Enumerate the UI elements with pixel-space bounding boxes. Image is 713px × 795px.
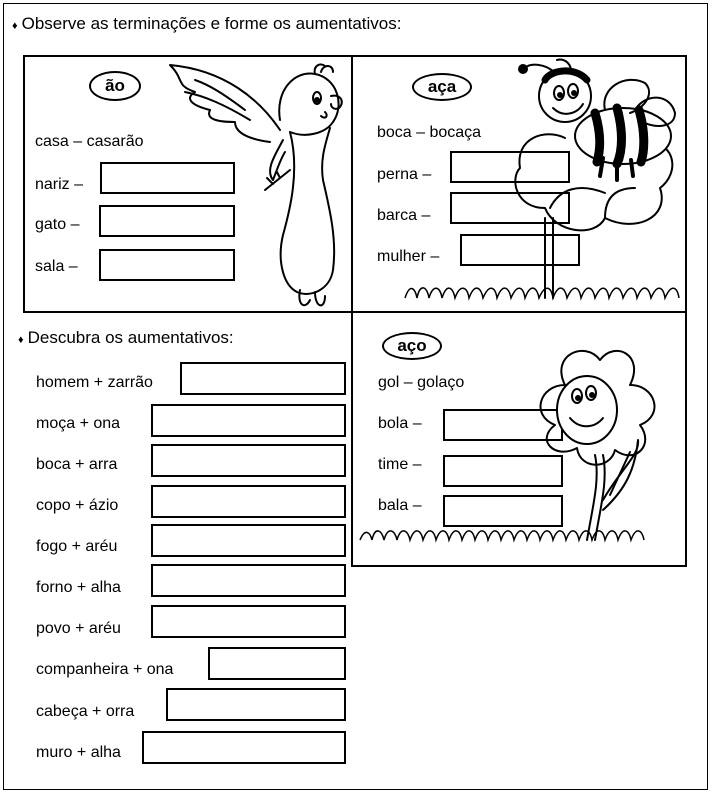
discover-label-moca: moça + ona <box>36 415 121 432</box>
discover-answer-companheira[interactable] <box>208 647 346 680</box>
ending-badge-ao: ão <box>89 71 141 101</box>
item-label-sala: sala – <box>35 258 78 275</box>
instruction-text: Descubra os aumentativos: <box>27 328 234 347</box>
instruction-text: Observe as terminações e forme os aumentativos: <box>21 14 402 33</box>
discover-label-copo: copo + ázio <box>36 497 119 514</box>
discover-answer-cabeca[interactable] <box>166 688 346 721</box>
bullet-icon: ♦ <box>12 20 18 32</box>
discover-answer-boca[interactable] <box>151 444 346 477</box>
instruction-observe <box>12 14 401 36</box>
instruction-discover <box>18 328 234 350</box>
discover-answer-fogo[interactable] <box>151 524 346 557</box>
item-label-time: time – <box>378 456 422 473</box>
flower-icon <box>355 340 680 555</box>
item-label-gato: gato – <box>35 216 80 233</box>
item-label-bola: bola – <box>378 415 422 432</box>
example-ao: casa – casarão <box>35 133 144 150</box>
discover-label-fogo: fogo + aréu <box>36 538 118 555</box>
discover-answer-moca[interactable] <box>151 404 346 437</box>
item-label-barca: barca – <box>377 207 431 224</box>
discover-label-companheira: companheira + ona <box>36 661 174 678</box>
discover-answer-homem[interactable] <box>180 362 346 395</box>
discover-answer-povo[interactable] <box>151 605 346 638</box>
discover-answer-muro[interactable] <box>142 731 346 764</box>
ending-badge-aca: aça <box>412 73 472 101</box>
ending-badge-aco: aço <box>382 332 442 360</box>
discover-label-boca: boca + arra <box>36 456 118 473</box>
item-label-perna: perna – <box>377 166 432 183</box>
discover-label-povo: povo + aréu <box>36 620 121 637</box>
discover-label-muro: muro + alha <box>36 744 121 761</box>
example-aca: boca – bocaça <box>377 124 482 141</box>
bee-icon <box>505 58 685 308</box>
discover-answer-forno[interactable] <box>151 564 346 597</box>
item-label-bala: bala – <box>378 497 422 514</box>
discover-label-homem: homem + zarrão <box>36 374 153 391</box>
bullet-icon: ♦ <box>18 334 24 346</box>
item-label-mulher: mulher – <box>377 248 440 265</box>
discover-label-forno: forno + alha <box>36 579 121 596</box>
example-aco: gol – golaço <box>378 374 465 391</box>
item-label-nariz: nariz – <box>35 176 84 193</box>
discover-answer-copo[interactable] <box>151 485 346 518</box>
discover-label-cabeca: cabeça + orra <box>36 703 135 720</box>
bird-icon <box>165 60 350 310</box>
